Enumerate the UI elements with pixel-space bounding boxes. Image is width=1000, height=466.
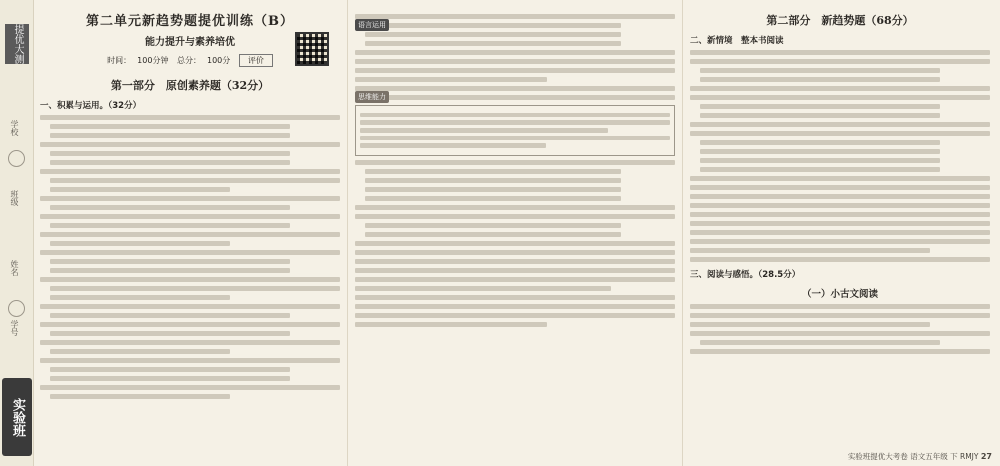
question-text-block xyxy=(690,304,990,354)
page-column-3 xyxy=(690,10,990,358)
score-value: 100分 xyxy=(207,56,231,65)
footer-page-number: 27 xyxy=(980,452,992,461)
binding-hole-mark xyxy=(8,300,25,317)
question-text-block xyxy=(40,115,340,398)
exam-subtitle: 能力提升与素养培优 xyxy=(145,37,235,48)
binding-hole-mark xyxy=(8,150,25,167)
footer-subject: 语文五年级 xyxy=(910,452,948,461)
section-two-heading: 二、新情境 整本书阅读 xyxy=(690,36,784,46)
question-text-block xyxy=(355,160,675,326)
part-two-title: 第二部分 新趋势题（68分） xyxy=(766,14,914,27)
part-one-title: 第一部分 原创素养题（32分） xyxy=(110,79,270,92)
spine-field-number: 学号 xyxy=(10,320,19,336)
qr-code xyxy=(295,32,329,66)
time-value: 100分钟 xyxy=(137,56,169,65)
language-use-tag: 语言运用 xyxy=(355,19,389,31)
footer-publisher: 实验班提优大考卷 xyxy=(847,452,908,461)
question-text-block xyxy=(355,14,675,99)
time-label: 时间： xyxy=(107,56,132,65)
column-divider xyxy=(682,0,683,466)
section-three-heading: 三、阅读与感悟。（28.5分） xyxy=(690,269,801,280)
footer-term: 下 xyxy=(950,452,958,461)
spine-badge: 实验班 xyxy=(2,378,32,456)
spine-field-class: 班级 xyxy=(10,190,19,206)
page-column-2 xyxy=(355,10,675,331)
section-one-heading: 一、积累与运用。（32分） xyxy=(40,101,142,111)
spine-field-name: 姓名 xyxy=(10,260,19,276)
footer-edition: RMJY xyxy=(959,452,979,461)
exam-title: 第二单元新趋势题提优训练（B） xyxy=(86,14,294,29)
reading-title: （一）小古文阅读 xyxy=(801,288,878,300)
grade-box[interactable]: 评价 xyxy=(239,54,273,67)
column-divider xyxy=(347,0,348,466)
page-footer xyxy=(848,451,992,462)
question-text-block xyxy=(690,50,990,261)
thinking-ability-tag: 思维能力 xyxy=(355,91,389,103)
score-label: 总分： xyxy=(177,56,201,65)
page-column-1 xyxy=(40,10,340,403)
reading-excerpt-box xyxy=(355,105,675,156)
spine-title: 提优大测 xyxy=(5,24,29,64)
spine-field-school: 学校 xyxy=(10,120,19,136)
binding-spine xyxy=(0,0,34,466)
